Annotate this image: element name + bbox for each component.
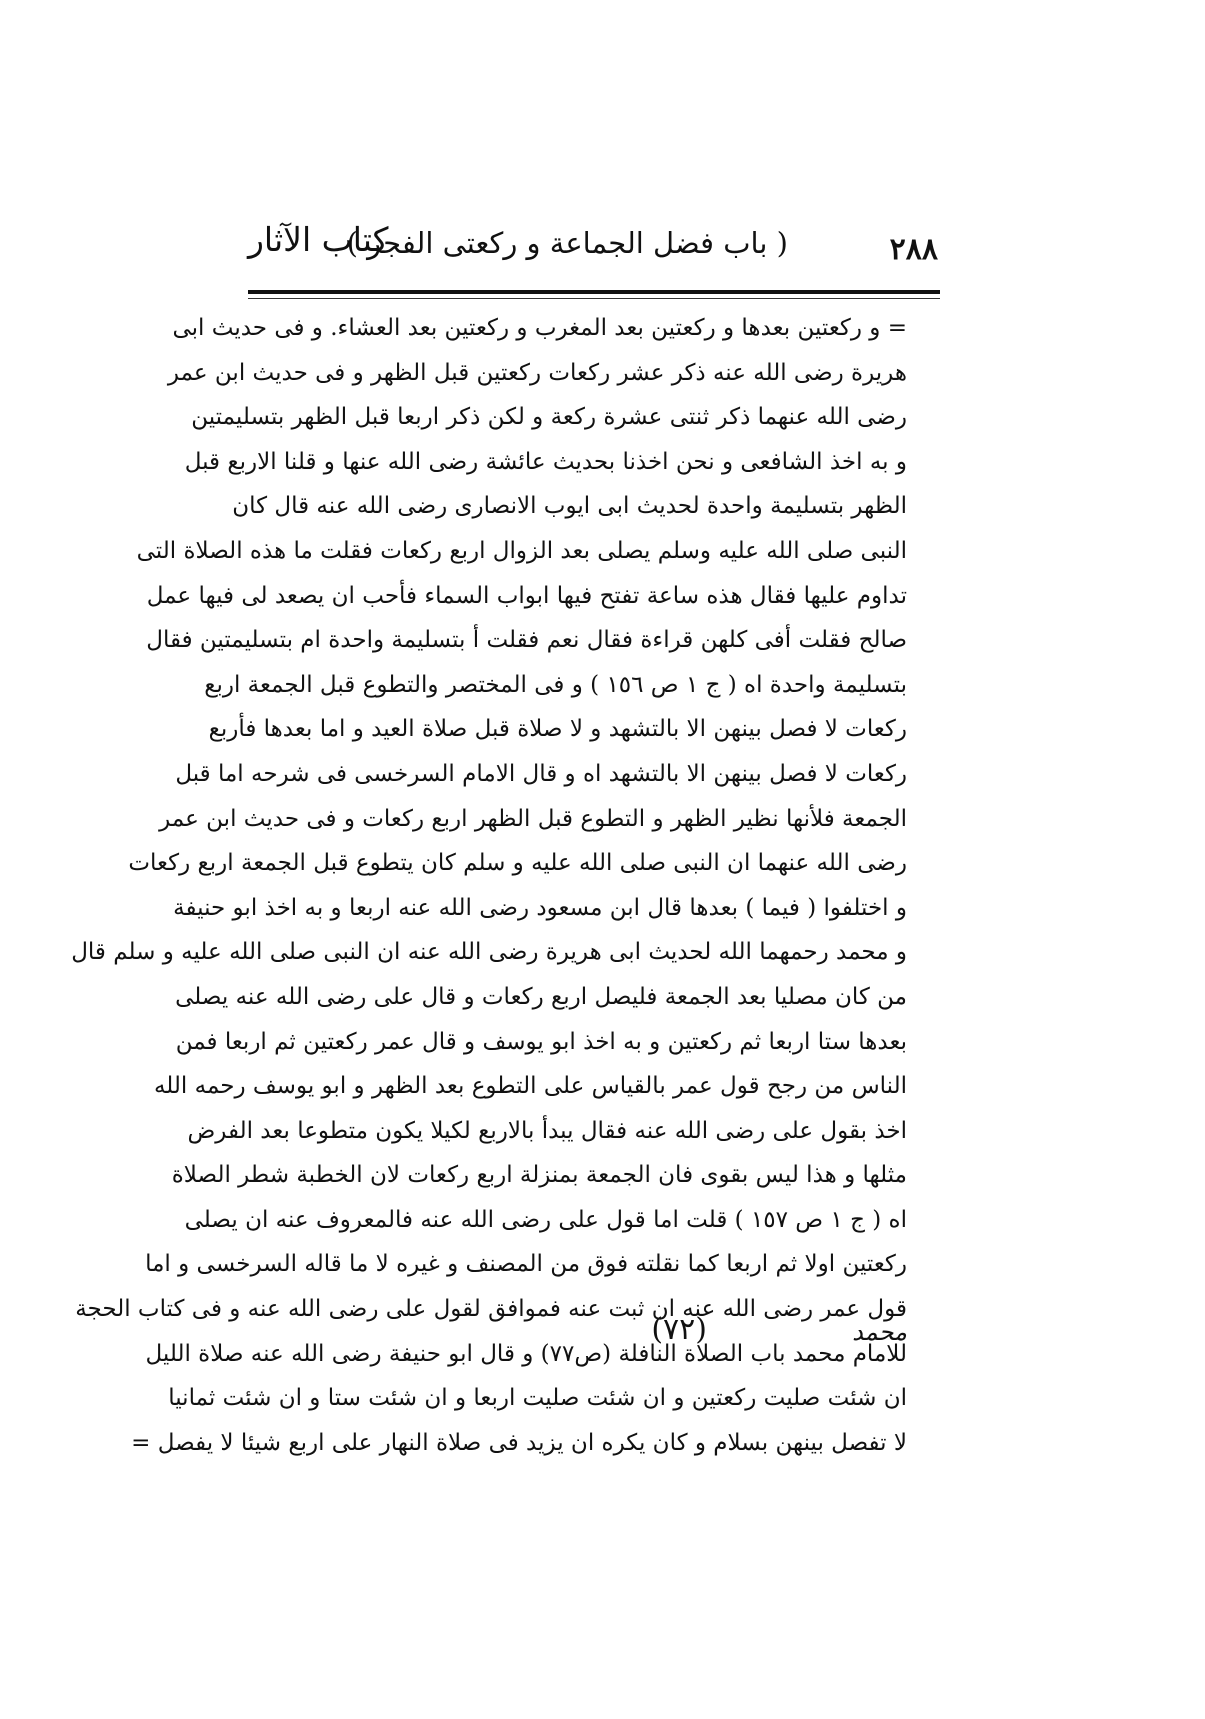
text-line: هريرة رضى الله عنه ذكر عشر ركعات ركعتين قبل الظهر و فى حديث ابن عمر — [167, 359, 907, 386]
text-line: و به اخذ الشافعى و نحن اخذنا بحديث عائشة رضى الله عنها و قلنا الاربع قبل — [184, 448, 907, 475]
text-line: بعدها ستا اربعا ثم ركعتين و به اخذ ابو يوسف و قال عمر ركعتين ثم اربعا فمن — [175, 1028, 907, 1055]
text-line: قول عمر رضى الله عنه ان ثبت عنه فموافق لقول على رضى الله عنه و فى كتاب الحجة — [75, 1296, 907, 1323]
book-title: كتاب الآثار — [248, 220, 389, 259]
text-line: بتسليمة واحدة اه ( ج ١ ص ١٥٦ ) و فى المختصر والتطوع قبل الجمعة اربع — [204, 671, 907, 698]
page-footer — [262, 1312, 907, 1362]
text-line: الجمعة فلأنها نظير الظهر و التطوع قبل الظهر اربع ركعات و فى حديث ابن عمر — [159, 805, 907, 832]
signature-mark: محمد — [852, 1318, 907, 1346]
text-line: اه ( ج ١ ص ١٥٧ ) قلت اما قول على رضى الله عنه فالمعروف عنه ان يصلى — [184, 1206, 907, 1233]
text-line: اخذ بقول على رضى الله عنه فقال يبدأ بالاربع لكيلا يكون متطوعا بعد الفرض — [187, 1117, 907, 1144]
text-line: رضى الله عنهما ان النبى صلى الله عليه و سلم كان يتطوع قبل الجمعة اربع ركعات — [128, 850, 907, 877]
page-number: ٢٨٨ — [889, 232, 938, 267]
text-line: من كان مصليا بعد الجمعة فليصل اربع ركعات و قال على رضى الله عنه يصلى — [175, 983, 907, 1010]
sheet-number: (٧٢) — [651, 1312, 707, 1347]
text-line: = و ركعتين بعدها و ركعتين بعد المغرب و ركعتين بعد العشاء. و فى حديث ابى — [172, 315, 907, 341]
text-line: لا تفصل بينهن بسلام و كان يكره ان يزيد فى صلاة النهار على اربع شيئا لا يفصل = — [131, 1429, 907, 1456]
text-line: و محمد رحمهما الله لحديث ابى هريرة رضى الله عنه ان النبى صلى الله عليه و سلم قال — [71, 939, 907, 966]
text-line: للامام محمد باب الصلاة النافلة (ص٧٧) و قال ابو حنيفة رضى الله عنه صلاة الليل — [145, 1340, 907, 1367]
text-line: رضى الله عنهما ذكر ثنتى عشرة ركعة و لكن ذكر اربعا قبل الظهر بتسليمتين — [191, 404, 907, 431]
header-rule-thick — [248, 290, 940, 294]
header-rule-thin — [248, 298, 940, 299]
page-header — [248, 222, 938, 280]
body-text — [71, 306, 907, 1465]
chapter-title: ( باب فضل الجماعة و ركعتى الفجر ) — [346, 226, 788, 260]
text-line: ركعتين اولا ثم اربعا كما نقلته فوق من المصنف و غيره لا ما قاله السرخسى و اما — [145, 1251, 907, 1278]
text-line: الظهر بتسليمة واحدة لحديث ابى ايوب الانصارى رضى الله عنه قال كان — [232, 493, 907, 520]
text-line: صالح فقلت أفى كلهن قراءة فقال نعم فقلت أ بتسليمة واحدة ام بتسليمتين فقال — [146, 627, 907, 654]
text-line: و اختلفوا ( فيما ) بعدها قال ابن مسعود رضى الله عنه اربعا و به اخذ ابو حنيفة — [173, 894, 907, 921]
text-line: ركعات لا فصل بينهن الا بالتشهد اه و قال الامام السرخسى فى شرحه اما قبل — [175, 760, 907, 787]
text-line: تداوم عليها فقال هذه ساعة تفتح فيها ابواب السماء فأحب ان يصعد لى فيها عمل — [146, 582, 907, 609]
text-line: الناس من رجح قول عمر بالقياس على التطوع بعد الظهر و ابو يوسف رحمه الله — [153, 1073, 907, 1100]
text-line: مثلها و هذا ليس بقوى فان الجمعة بمنزلة اربع ركعات لان الخطبة شطر الصلاة — [171, 1162, 907, 1189]
text-line: ان شئت صليت ركعتين و ان شئت صليت اربعا و ان شئت ستا و ان شئت ثمانيا — [168, 1385, 907, 1412]
text-line: النبى صلى الله عليه وسلم يصلى بعد الزوال اربع ركعات فقلت ما هذه الصلاة التى — [136, 537, 907, 564]
text-line: ركعات لا فصل بينهن الا بالتشهد و لا صلاة قبل صلاة العيد و اما بعدها فأربع — [208, 716, 907, 743]
